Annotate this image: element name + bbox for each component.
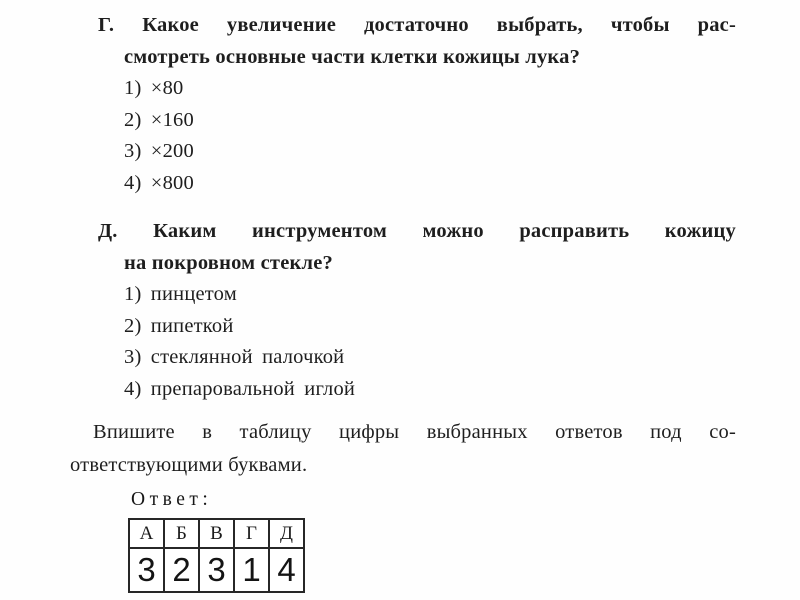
question-g-line1 [98, 9, 736, 41]
answer-value-row [129, 548, 304, 592]
option-g-1: 1) ×80 [124, 77, 184, 99]
answer-value-cell-a: 3 [129, 548, 164, 592]
option-g-4: 4) ×800 [124, 171, 194, 194]
question-d-letter: Д. [98, 220, 118, 242]
option-g-2: 2) ×160 [124, 108, 194, 131]
question-d-text1: Каким инструментом можно расправить кожицу [153, 220, 736, 242]
question-d-options [98, 279, 736, 405]
question-d-line2: на покровном стекле? [124, 252, 333, 274]
instruction-paragraph [70, 416, 736, 482]
option-d-4: 4) препаровальной иглой [124, 377, 356, 400]
answer-table [128, 518, 305, 593]
option-d-3: 3) стеклянной палочкой [124, 346, 345, 368]
option-g-3: 3) ×200 [124, 140, 194, 162]
answer-header-cell-b: Б [164, 519, 199, 548]
answer-value-cell-v: 3 [199, 548, 234, 592]
answer-value-cell-b: 2 [164, 548, 199, 592]
instruction-line2: ответствующими буквами. [70, 454, 308, 476]
option-d-2: 2) пипеткой [124, 314, 234, 337]
option-d-1: 1) пинцетом [124, 283, 237, 305]
question-block-d [98, 215, 736, 405]
question-d-line1 [98, 215, 736, 247]
answer-header-cell-a: А [129, 519, 164, 548]
question-g-text1: Какое увеличение достаточно выбрать, чтобы рас- [142, 14, 737, 36]
answer-label: Ответ: [131, 489, 213, 510]
answer-header-cell-v: В [199, 519, 234, 548]
question-g-letter: Г. [98, 14, 115, 36]
question-block-g [98, 9, 736, 199]
answer-value-cell-g: 1 [234, 548, 269, 592]
answer-value-cell-d: 4 [269, 548, 304, 592]
answer-header-row [129, 519, 304, 548]
answer-header-cell-g: Г [234, 519, 269, 548]
question-g-line2: смотреть основные части клетки кожицы лука? [124, 46, 581, 68]
question-g-options [98, 73, 736, 199]
answer-header-cell-d: Д [269, 519, 304, 548]
instruction-line1: Впишите в таблицу цифры выбранных ответов под со- [93, 421, 736, 443]
